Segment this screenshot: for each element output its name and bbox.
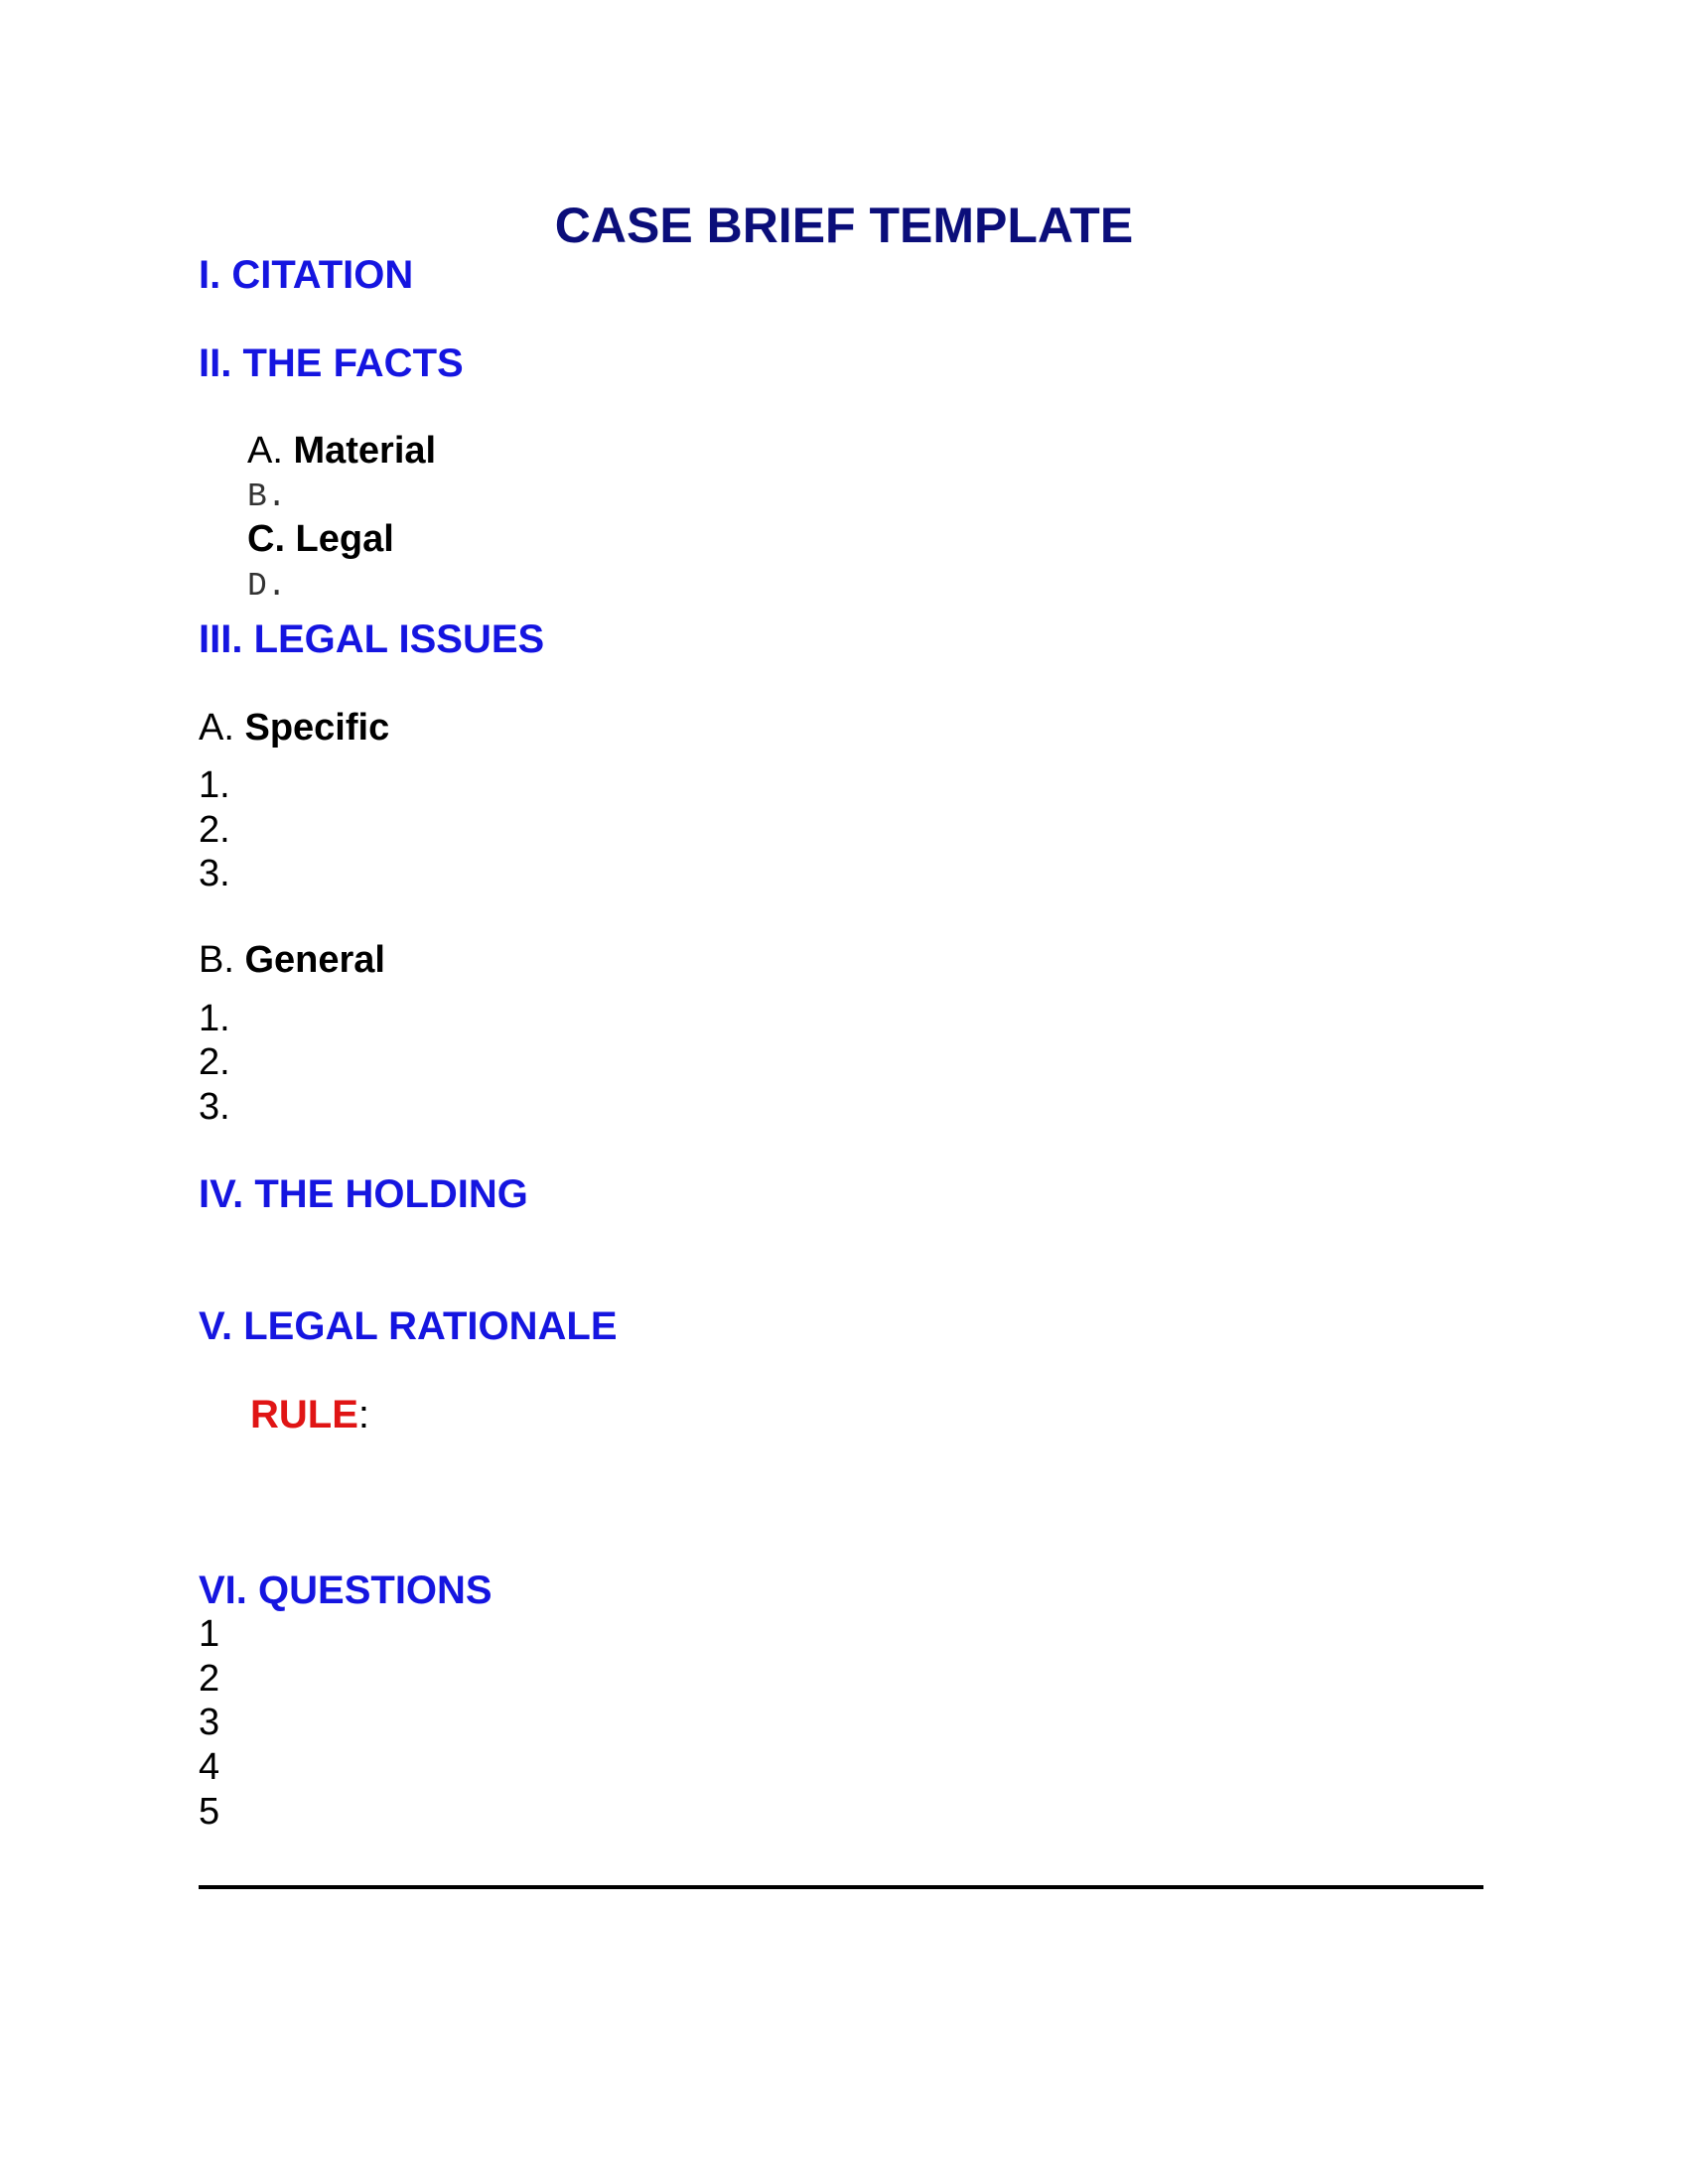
- issues-specific-label: Specific: [244, 707, 390, 749]
- heading-questions: VI. QUESTIONS: [199, 1569, 492, 1612]
- facts-item-label: Material: [293, 430, 437, 472]
- divider-line: [199, 1885, 1483, 1889]
- issues-general-label: General: [244, 939, 385, 981]
- list-item: 1.: [199, 998, 230, 1039]
- facts-item-letter: A.: [247, 430, 283, 472]
- list-item: 1.: [199, 764, 230, 806]
- issues-specific: [199, 709, 389, 747]
- heading-legal-rationale: V. LEGAL RATIONALE: [199, 1304, 618, 1348]
- question-item: 5: [199, 1791, 220, 1833]
- list-item: 3.: [199, 853, 230, 894]
- question-item: 4: [199, 1746, 220, 1788]
- question-item: 1: [199, 1613, 220, 1655]
- issues-general: [199, 941, 385, 979]
- facts-item-d: D.: [247, 568, 287, 605]
- heading-citation: I. CITATION: [199, 253, 414, 297]
- rule-word: RULE: [250, 1393, 358, 1436]
- issues-specific-letter: A.: [199, 707, 234, 749]
- list-item: 2.: [199, 1041, 230, 1083]
- question-item: 3: [199, 1702, 220, 1743]
- page-title: CASE BRIEF TEMPLATE: [554, 198, 1134, 253]
- issues-general-letter: B.: [199, 939, 234, 981]
- list-item: 3.: [199, 1086, 230, 1128]
- heading-legal-issues: III. LEGAL ISSUES: [199, 617, 545, 661]
- rule-colon: :: [357, 1393, 370, 1436]
- facts-item-material: [247, 432, 436, 470]
- facts-item-b: B.: [247, 478, 287, 515]
- facts-item-legal: C. Legal: [247, 518, 394, 560]
- question-item: 2: [199, 1658, 220, 1700]
- heading-holding: IV. THE HOLDING: [199, 1172, 528, 1216]
- rule-label: [250, 1395, 369, 1434]
- list-item: 2.: [199, 809, 230, 851]
- heading-facts: II. THE FACTS: [199, 341, 464, 385]
